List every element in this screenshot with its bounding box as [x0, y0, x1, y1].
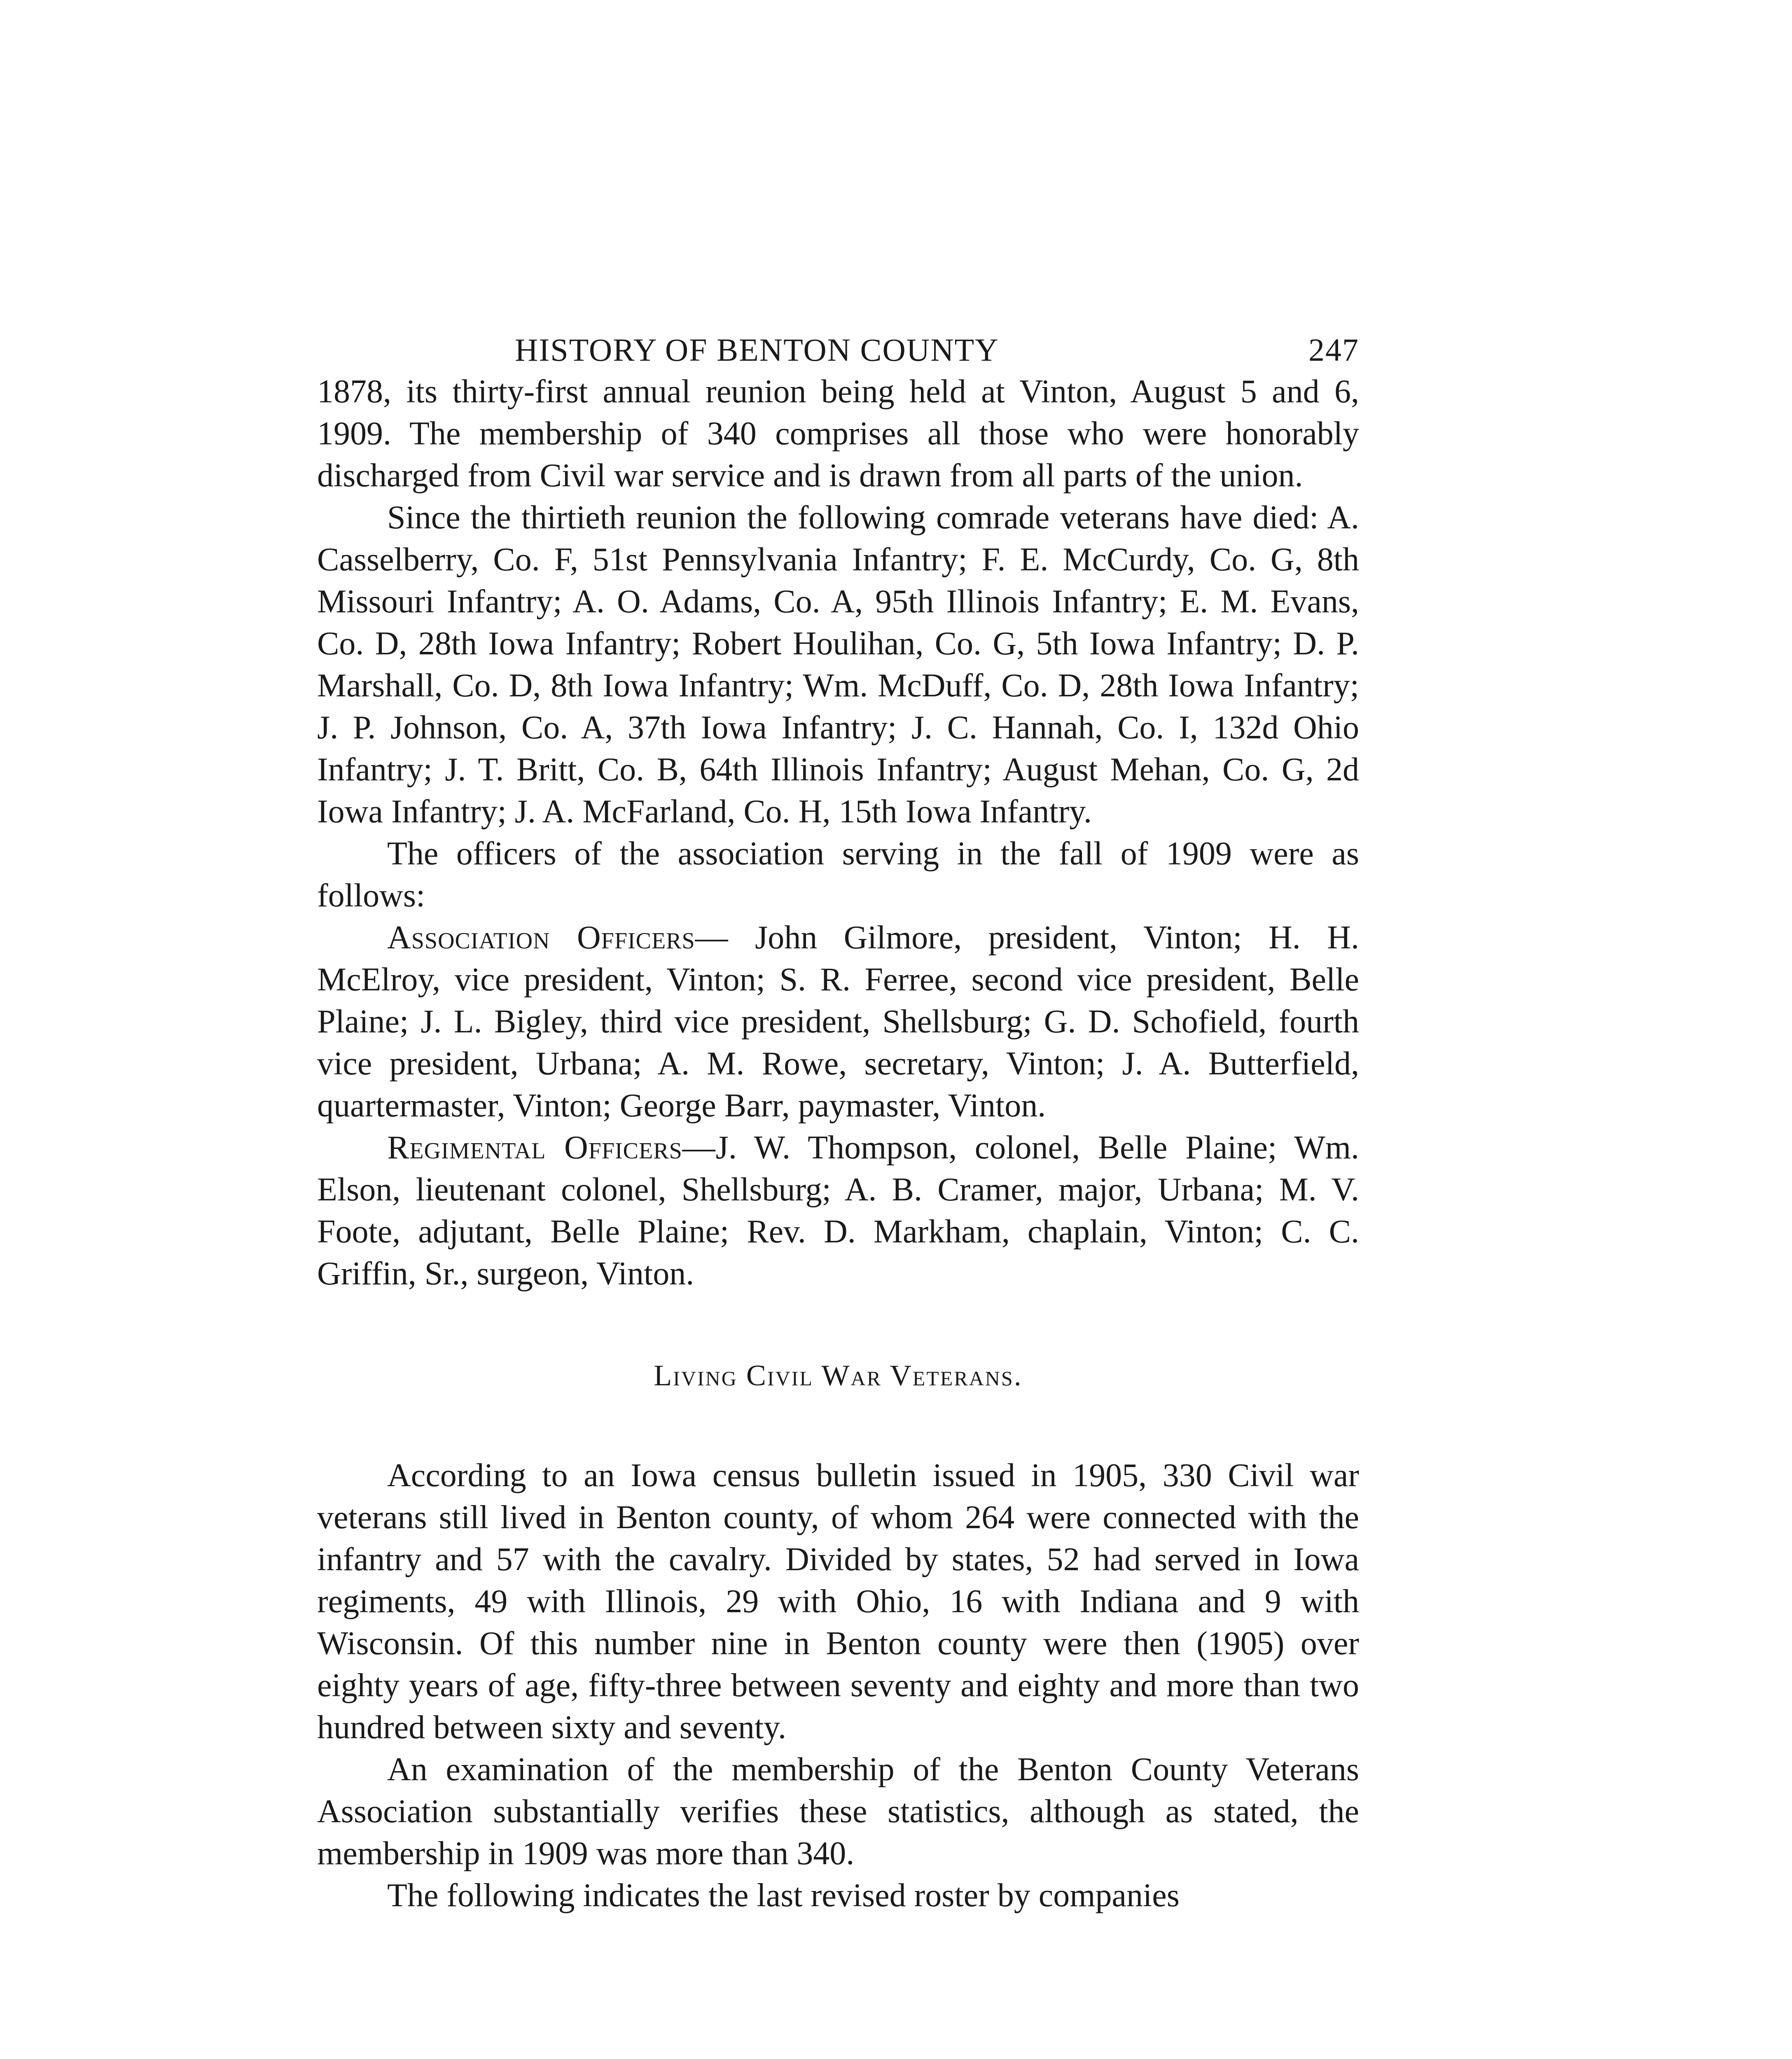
- regimental-officers-label: Regimental Officers—: [387, 1130, 716, 1166]
- page-body: [317, 321, 1359, 1917]
- page-number: 247: [1308, 332, 1359, 368]
- regimental-officers-text: J. W. Thompson, colonel, Belle Plaine; Wm. Elson, lieutenant colonel, Shellsburg; A. B. Cramer, major, Urbana; M. V. Foote, adjutant, Belle Plaine; Rev. D. Markham, chaplain, Vinton; C. C. Griffin, Sr., surgeon, Vinton.: [317, 1130, 1360, 1292]
- paragraph-reunion: 1878, its thirty-first annual reunion being held at Vinton, August 5 and 6, 1909. The membership of 340 comprises all those who were honorably discharged from Civil war service and is drawn from all parts of the union.: [317, 374, 1359, 494]
- paragraph-membership-examination: An examination of the membership of the Benton County Veterans Association substantially verifies these statistics, although as stated, the membership in 1909 was more than 340.: [317, 1751, 1359, 1872]
- paragraph-deceased-veterans: Since the thirtieth reunion the following comrade veterans have died: A. Casselberry, Co. F, 51st Pennsylvania Infantry; F. E. McCurdy, Co. G, 8th Missouri Infantry; A. O. Adams, Co. A, 95th Illinois Infantry; E. M. Evans, Co. D, 28th Iowa Infantry; Robert Houlihan, Co. G, 5th Iowa Infantry; D. P. Marshall, Co. D, 8th Iowa Infantry; Wm. McDuff, Co. D, 28th Iowa Infantry; J. P. Johnson, Co. A, 37th Iowa Infantry; J. C. Hannah, Co. I, 132d Ohio Infantry; J. T. Britt, Co. B, 64th Illinois Infantry; August Mehan, Co. G, 2d Iowa Infantry; J. A. McFarland, Co. H, 15th Iowa Infantry.: [317, 500, 1359, 830]
- paragraph-roster-intro: The following indicates the last revised roster by companies: [387, 1877, 1180, 1914]
- running-head: [317, 321, 1359, 371]
- paragraph-association-officers: [317, 917, 1359, 1127]
- running-title: HISTORY OF BENTON COUNTY: [515, 332, 999, 368]
- association-officers-label: Association Officers—: [387, 920, 729, 956]
- paragraph-officers-intro: The officers of the association serving in the fall of 1909 were as follows:: [317, 836, 1359, 914]
- section-heading: Living Civil War Veterans.: [654, 1359, 1023, 1392]
- paragraph-census: According to an Iowa census bulletin issued in 1905, 330 Civil war veterans still lived in Benton county, of whom 264 were connected with the infantry and 57 with the cavalry. Divided by states, 52 had served in Iowa regiments, 49 with Illinois, 29 with Ohio, 16 with Indiana and 9 with Wisconsin. Of this number nine in Benton county were then (1905) over eighty years of age, fifty-three between seventy and eighty and more than two hundred between sixty and seventy.: [317, 1457, 1359, 1746]
- association-officers-text: John Gilmore, president, Vinton; H. H. McElroy, vice president, Vinton; S. R. Ferree, second vice president, Belle Plaine; J. L. Bigley, third vice president, Shellsburg; G. D. Schofield, fourth vice president, Urbana; A. M. Rowe, secretary, Vinton; J. A. Butterfield, quartermaster, Vinton; George Barr, paymaster, Vinton.: [317, 920, 1359, 1124]
- paragraph-regimental-officers: [317, 1127, 1359, 1295]
